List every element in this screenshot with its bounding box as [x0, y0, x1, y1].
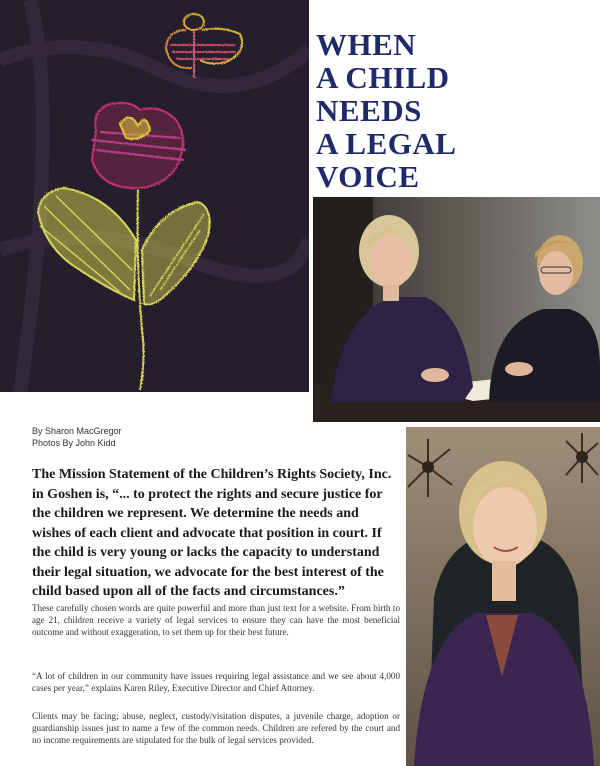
headline-line-3: NEEDS	[316, 93, 422, 128]
headline-line-4: A LEGAL	[316, 126, 457, 161]
chalk-drawing-image	[0, 0, 309, 392]
body-paragraph: Clients may be facing; abuse, neglect, custody/visitation disputes, a juvenile charge, adoption or guardianship issues just to name a few of the common needs. Children are refered by the court and no income requirements are stipulated for the bulk of legal services provided.	[32, 711, 400, 745]
article-headline	[316, 28, 596, 193]
headline-line-2: A CHILD	[316, 60, 450, 95]
headline-line-5: VOICE	[316, 159, 420, 194]
lead-paragraph: The Mission Statement of the Children’s Rights Society, Inc. in Goshen is, “... to protect the rights and secure justice for the children we represent. We determine the needs and wishes of each client and advocate that position in court. If the child is very young or lacks the capacity to understand their legal situation, we advocate for the best interest of the child based upon all of the facts and circumstances.”	[32, 467, 392, 599]
headline-line-1: WHEN	[316, 27, 417, 62]
portrait-photo	[406, 427, 600, 766]
photo-credit: Photos By John Kidd	[32, 438, 116, 448]
body-paragraph: “A lot of children in our community have issues requiring legal assistance and we see about 4,000 cases per year,” explains Karen Riley, Executive Director and Chief Attorney.	[32, 671, 400, 693]
byline	[32, 425, 122, 449]
meeting-photo	[313, 197, 600, 422]
author-credit: By Sharon MacGregor	[32, 426, 122, 436]
body-paragraph: These carefully chosen words are quite powerful and more than just text for a website. From birth to age 21, children receive a variety of legal services to ensure they can have the most beneficial outcome and without exaggeration, to set them up for their best future.	[32, 603, 400, 637]
